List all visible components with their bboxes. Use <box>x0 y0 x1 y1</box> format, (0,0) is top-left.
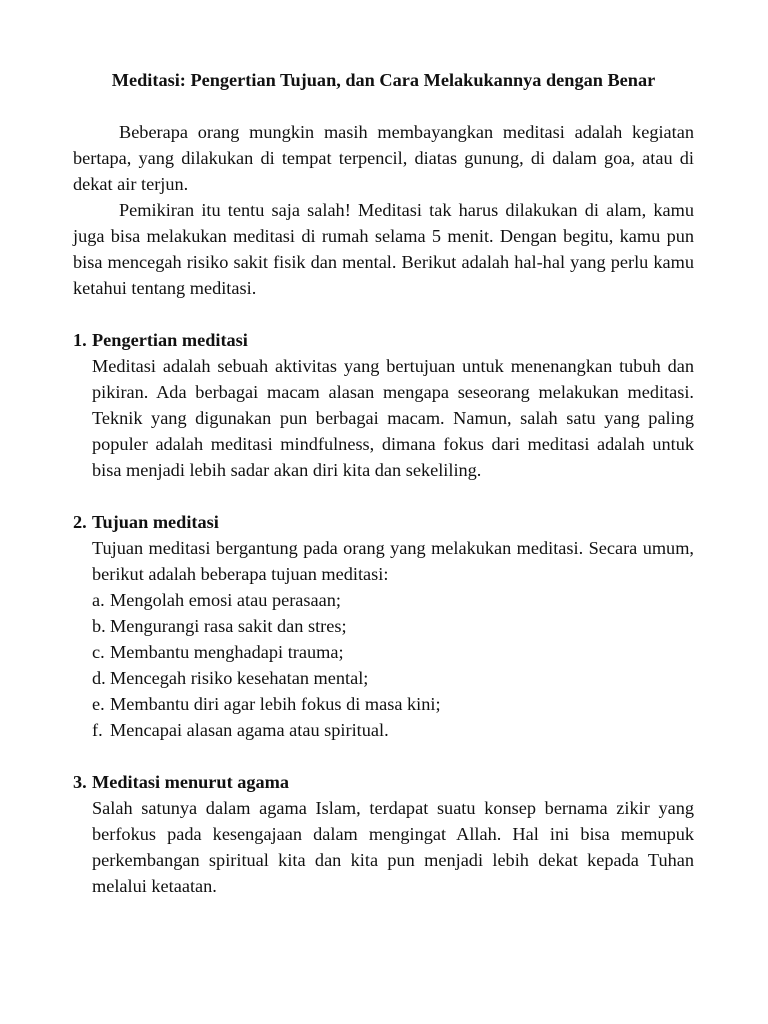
section-heading-text: Tujuan meditasi <box>92 512 219 532</box>
list-item <box>92 691 694 717</box>
section-number: 1. <box>73 330 87 350</box>
document-title: Meditasi: Pengertian Tujuan, dan Cara Melakukannya dengan Benar <box>111 70 656 90</box>
list-item-text: Mengolah emosi atau perasaan; <box>110 590 341 610</box>
list-marker: e. <box>92 694 105 714</box>
list-item-text: Membantu diri agar lebih fokus di masa kini; <box>110 694 441 714</box>
section-heading <box>73 327 694 353</box>
section-heading <box>73 509 694 535</box>
section-heading <box>73 769 694 795</box>
list-item <box>92 717 694 743</box>
list-item <box>92 613 694 639</box>
list-item-text: Mencapai alasan agama atau spiritual. <box>110 720 389 740</box>
goals-list <box>92 587 694 743</box>
list-item <box>92 639 694 665</box>
section-meditasi-menurut-agama <box>73 769 694 899</box>
list-marker: a. <box>92 590 105 610</box>
list-marker: d. <box>92 668 106 688</box>
section-body: Meditasi adalah sebuah aktivitas yang bertujuan untuk menenangkan tubuh dan pikiran. Ada berbagai macam alasan mengapa seseorang melakukan meditasi. Teknik yang digunakan pun berbagai macam. Namun, salah satu yang paling populer adalah meditasi mindfulness, dimana fokus dari meditasi adalah untuk bisa menjadi lebih sadar akan diri kita dan sekeliling. <box>92 356 694 480</box>
section-body: Salah satunya dalam agama Islam, terdapat suatu konsep bernama zikir yang berfokus pada kesengajaan dalam mengingat Allah. Hal ini bisa memupuk perkembangan spiritual kita dan kita pun menjadi lebih dekat kepada Tuhan melalui ketaatan. <box>92 798 694 896</box>
list-marker: c. <box>92 642 105 662</box>
intro-paragraph: Beberapa orang mungkin masih membayangkan meditasi adalah kegiatan bertapa, yang dilakukan di tempat terpencil, diatas gunung, di dalam goa, atau di dekat air terjun. <box>73 122 694 194</box>
list-item <box>92 587 694 613</box>
section-heading-text: Pengertian meditasi <box>92 330 248 350</box>
list-item <box>92 665 694 691</box>
list-marker: b. <box>92 616 106 636</box>
list-item-text: Mencegah risiko kesehatan mental; <box>110 668 369 688</box>
section-number: 3. <box>73 772 87 792</box>
list-marker: f. <box>92 720 103 740</box>
list-item-text: Mengurangi rasa sakit dan stres; <box>110 616 347 636</box>
section-number: 2. <box>73 512 87 532</box>
section-heading-text: Meditasi menurut agama <box>92 772 290 792</box>
section-body: Tujuan meditasi bergantung pada orang yang melakukan meditasi. Secara umum, berikut adalah beberapa tujuan meditasi: <box>92 538 694 584</box>
list-item-text: Membantu menghadapi trauma; <box>110 642 344 662</box>
section-pengertian-meditasi <box>73 327 694 483</box>
section-tujuan-meditasi <box>73 509 694 743</box>
document-page <box>73 67 694 899</box>
intro-section <box>73 119 694 301</box>
intro-paragraph: Pemikiran itu tentu saja salah! Meditasi tak harus dilakukan di alam, kamu juga bisa melakukan meditasi di rumah selama 5 menit. Dengan begitu, kamu pun bisa mencegah risiko sakit fisik dan mental. Berikut adalah hal-hal yang perlu kamu ketahui tentang meditasi. <box>73 200 694 298</box>
